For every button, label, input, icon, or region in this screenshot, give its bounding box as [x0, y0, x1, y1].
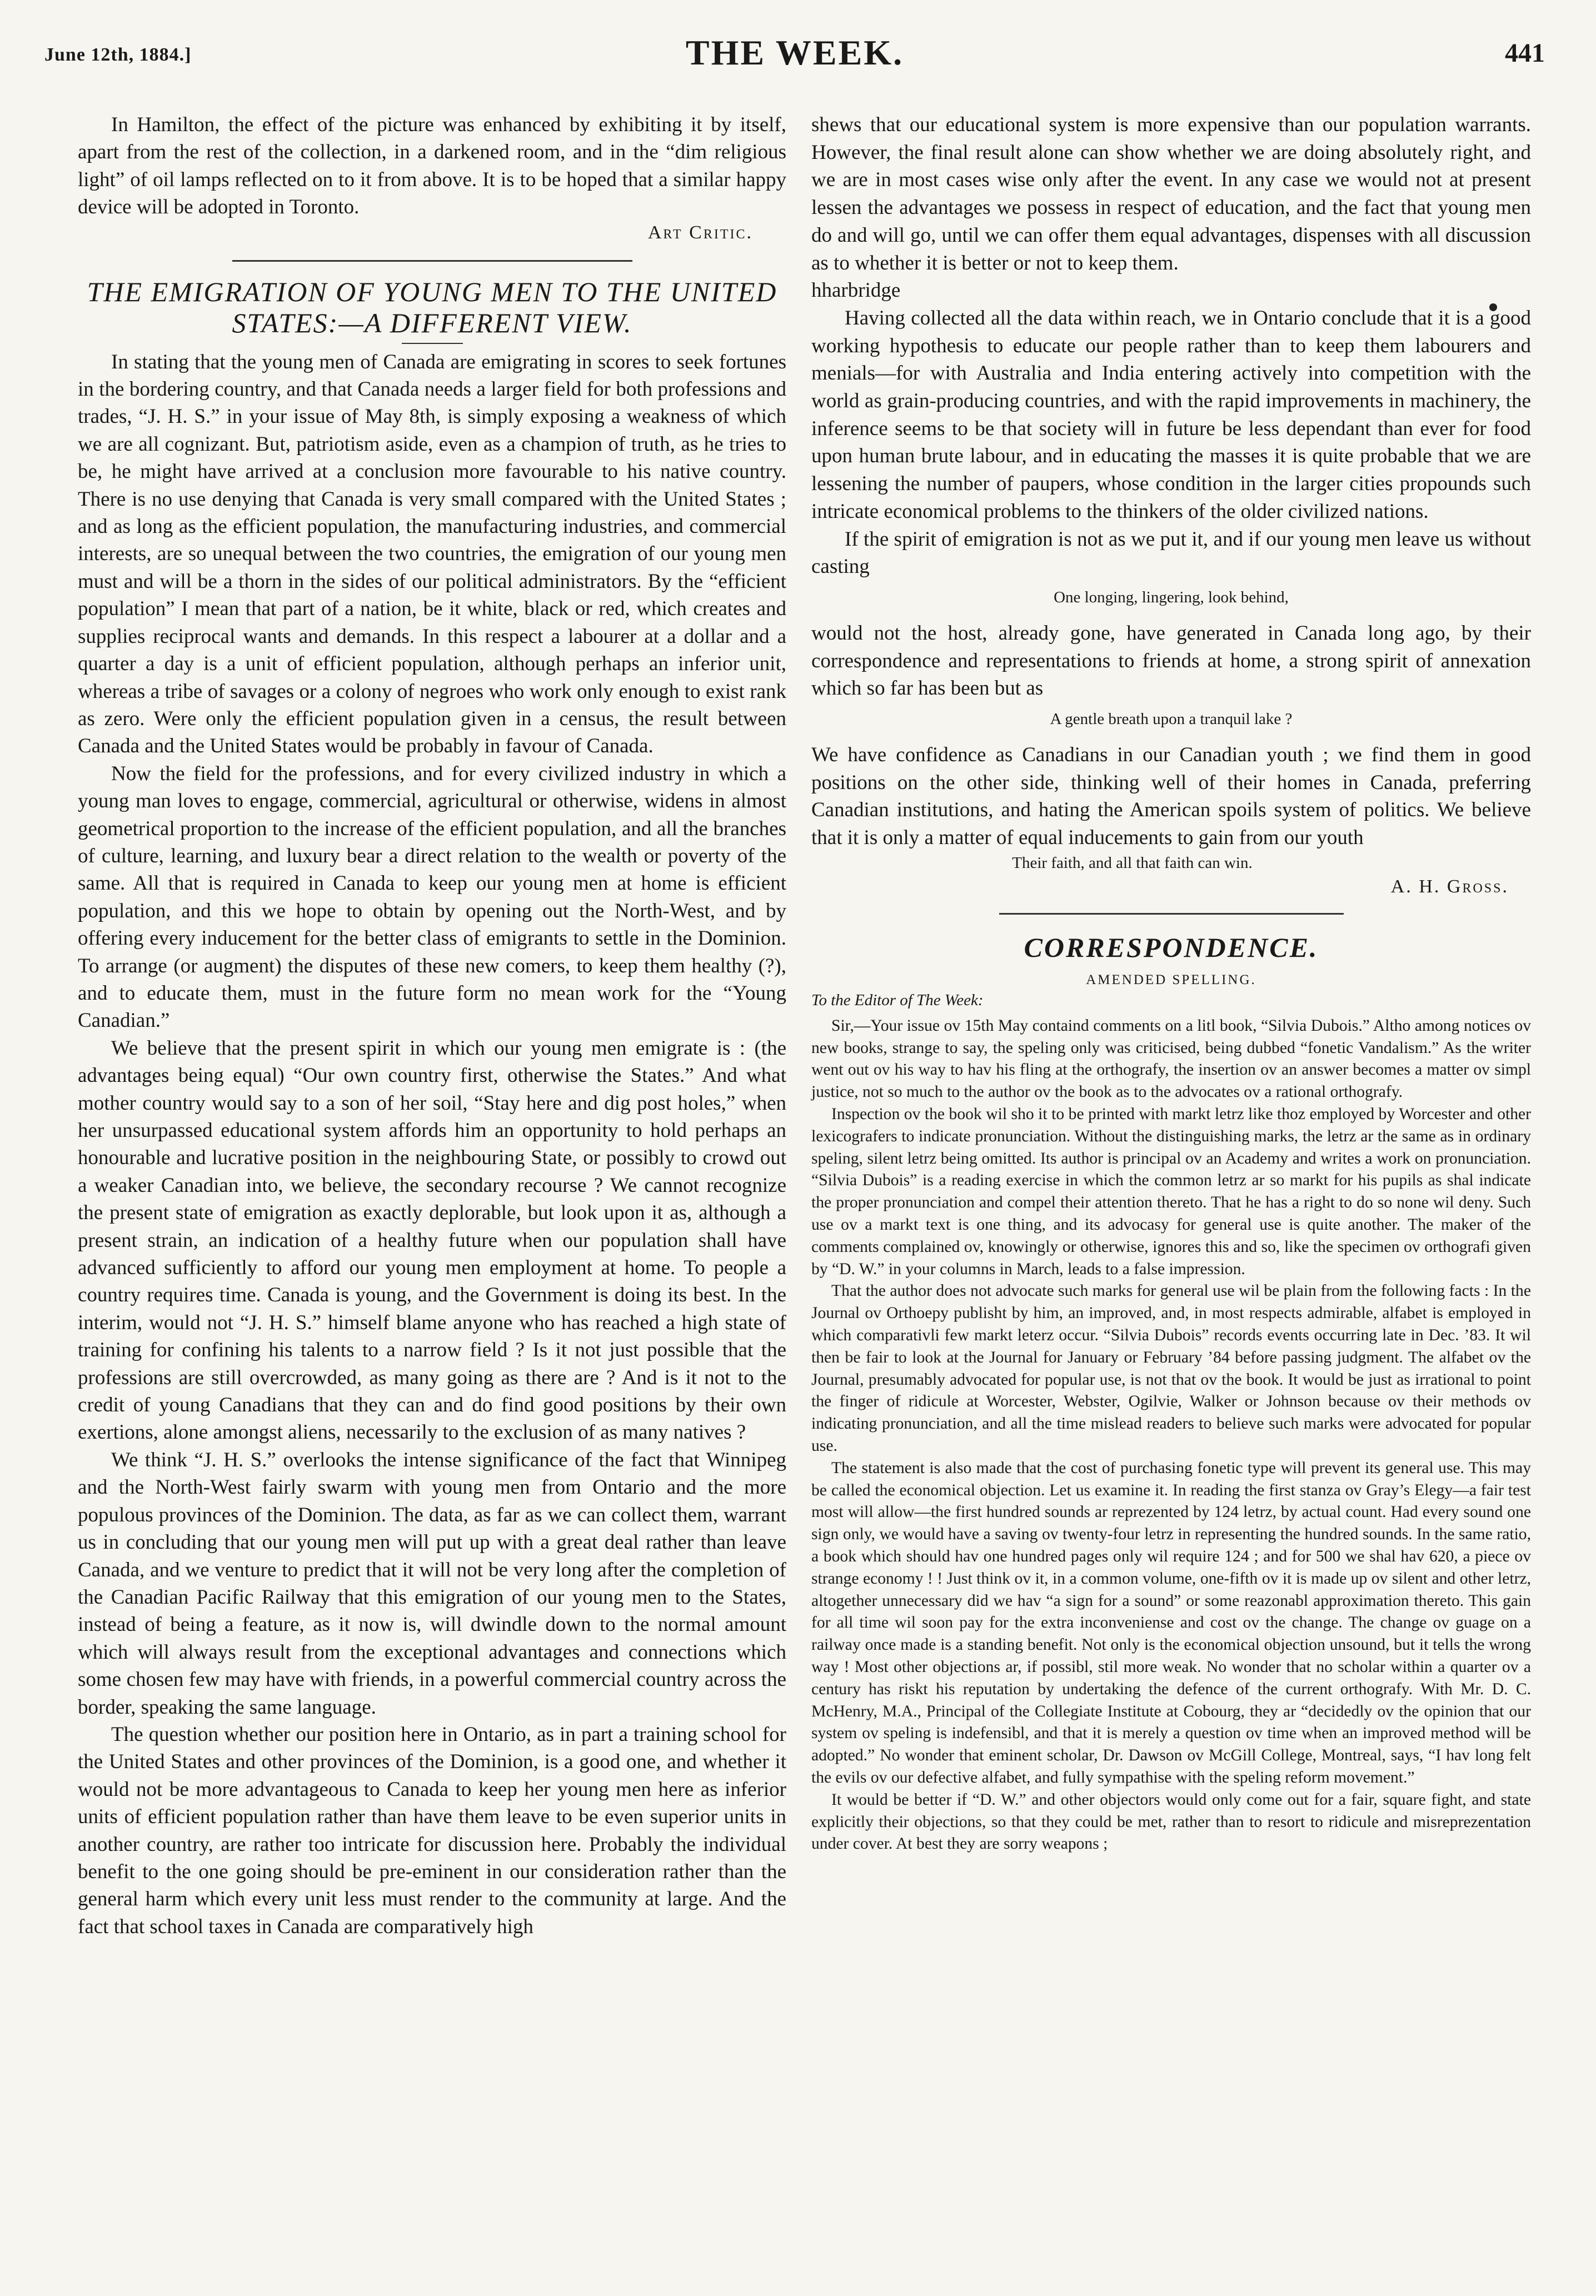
- article-title: [78, 276, 786, 338]
- issue-date: June 12th, 1884.]: [44, 44, 192, 65]
- right-column: [811, 111, 1531, 1855]
- page-number: 441: [1505, 38, 1545, 68]
- stray-word: hharbridge: [811, 279, 901, 302]
- article-paragraph: would not the host, already gone, have generated in Canada long ago, by their correspondence and representations to friends at home, a strong spirit of annexation which so far has been but as: [811, 621, 1531, 700]
- verse-quote: One longing, lingering, look behind,: [1054, 588, 1289, 606]
- article-paragraph: We think “J. H. S.” overlooks the intense significance of the fact that Winnipeg and the North-West fairly swarm with young men from Ontario and the more populous provinces of the Dominion. The data, as far as we can collect them, warrant us in concluding that our young men will put up with a great deal rather than leave Canada, and we venture to predict that it will not be very long after the completion of the Canadian Pacific Railway that this emigration of our young men to the States, instead of being a feature, as it now is, will dwindle down to the normal amount which will always result from the exceptional advantages and connections which some chosen few may have with friends, in a powerful commercial country across the border, speaking the same language.: [78, 1448, 786, 1719]
- letter-paragraph: Inspection ov the book wil sho it to be printed with markt letrz like thoz employed by Worcester and other lexicografers to indicate pronunciation. Without the distinguishing marks, the letrz ar the same as in ordinary speling, silent letrz being omitted. Its author is principal ov an Academy and writes a work on pronunciation. “Silvia Dubois” is a reading exercise in which the common letrz ar so markt for his pupils as shal indicate the proper pronunciation and compel their attention thereto. That he has a right to do so none wil deny. Such use ov a markt text is one thing, and its advocasy for general use is quite another. The maker of the comments complained ov, knowingly or otherwise, ignores this and so, like the specimen ov orthografi given by “D. W.” in your columns in March, leads to a false impression.: [811, 1105, 1531, 1278]
- article-paragraph: In stating that the young men of Canada are emigrating in scores to seek fortunes in the bordering country, and that Canada needs a larger field for both professions and trades, “J. H. S.” in your issue of May 8th, is simply exposing a weakness of which we are all cognizant. But, patriotism aside, even as a champion of truth, as he tries to be, he might have arrived at a conclusion more favourable to his native country. There is no use denying that Canada is very small compared with the United States ; and as long as the efficient population, the manufacturing industries, and commercial interests, are so unequal between the two countries, the emigration of our young men must and will be a thorn in the sides of our political administrators. By the “efficient population” I mean that part of a nation, be it white, black or red, which creates and supplies reciprocal wants and demands. In this respect a labourer at a dollar and a quarter a day is a unit of efficient population, although perhaps an inferior unit, whereas a tribe of savages or a colony of negroes who work only enough to exist rank as zero. Were only the efficient population given in a census, the result between Canada and the United States would be probably in favour of Canada.: [78, 350, 786, 758]
- intro-signature: Art Critic.: [647, 222, 753, 243]
- article-paragraph: If the spirit of emigration is not as we put it, and if our young men leave us without casting: [811, 527, 1531, 578]
- masthead-title: THE WEEK.: [685, 33, 904, 72]
- letter-paragraph: Sir,—Your issue ov 15th May containd comments on a litl book, “Silvia Dubois.” Altho among notices ov new books, strange to say, the speling only was criticised, being dubbed “fonetic Vandalism.” As the writer went out ov his way to hav his fling at the orthografy, the insertion ov an answer becomes a matter ov simpl justice, not so much to the author ov the book as to the advocates ov a rational orthografy.: [811, 1016, 1531, 1101]
- article-paragraph: The question whether our position here in Ontario, as in part a training school for the United States and other provinces of the Dominion, is a good one, and whether it would not be more advantageous to Canada to keep her young men here as inferior units of efficient population rather than have them leave to be even superior units in another country, are rather too intricate for discussion here. Probably the individual benefit to the one going should be pre-eminent in our consideration rather than the general harm which every unit less must render to the community at large. And the fact that school taxes in Canada are comparatively high: [78, 1723, 786, 1938]
- section-divider: [232, 260, 632, 262]
- title-rule: [402, 343, 463, 344]
- section-divider: [999, 913, 1344, 915]
- article-paragraph: We have confidence as Canadians in our Canadian youth ; we find them in good positions on the other side, thinking well of their homes in Canada, preferring Canadian institutions, and hating the American spoils system of politics. We believe that it is only a matter of equal inducements to gain from our youth: [811, 743, 1531, 850]
- article-paragraph: We believe that the present spirit in which our young men emigrate is : (the advantages being equal) “Our own country first, otherwise the States.” And what mother country would say to a son of her soil, “Stay here and dig post holes,” when her unsurpassed educational system affords him an opportunity to hold perhaps an honourable and lucrative position in the neighbouring State, or possibly to crowd out a weaker Canadian into, we believe, the secondary recourse ? We cannot recognize the present state of emigration as exactly deplorable, but look upon it as, although a present strain, an indication of a healthy future when our population shall have advanced sufficiently to afford our young men employment at home. To people a country requires time. Canada is young, and the Government is doing its best. In the interim, would not “J. H. S.” himself blame anyone who has reached a high state of training for confining his talents to a narrow field ? Is it not just possible that the professions are still overcrowded, as many going as there are ? And is it not to the credit of young Canadians that they can and do find good positions by their own exertions, alone amongst aliens, necessarily to the exclusion of as many natives ?: [78, 1036, 786, 1444]
- intro-paragraph: In Hamilton, the effect of the picture was enhanced by exhibiting it by itself, apart from the rest of the collection, in a darkened room, and in the “dim religious light” of oil lamps reflected on to it from above. It is to be hoped that a similar happy device will be adopted in Toronto.: [78, 113, 786, 219]
- article-signature: A. H. Gross.: [1390, 876, 1509, 897]
- letter-salutation: To the Editor of The Week:: [811, 991, 984, 1009]
- article-title-line-2: STATES:—A DIFFERENT VIEW.: [232, 307, 632, 338]
- letter-paragraph: The statement is also made that the cost of purchasing fonetic type will prevent its general use. This may be called the economical objection. Let us examine it. In reading the first stanza ov Gray’s Elegy—a fair test most will allow—the first hundred sounds ar reprezented by 124 letrz, by actual count. Had every sound one sign only, we would have a saving ov twenty-four letrz in representing the hundred sounds. In the same ratio, a book which should hav one hundred pages only wil require 124 ; and for 500 we shal hav 620, a piece ov strange economy ! ! Just think ov it, in a common volume, one-fifth ov it is made up ov silent and other letrz, altogether unnecessary did we hav “a sign for a sound” or some reazonabl approximation thereto. This gain for all time wil soon pay for the extra inconveniense and cost ov the change. The change ov guage on a railway once made is a standing benefit. Not only is the economical objection unsound, but it tells the wrong way ! Most other objections ar, if possibl, stil more weak. No wonder that no scholar within a quarter ov a century has riskt his reputation by undertaking the defence of the current orthografy. With Mr. D. C. McHenry, M.A., Principal of the Collegiate Institute at Cobourg, they ar “decidedly ov the opinion that our system ov speling is indefensibl, and that it is merely a question ov time when an improved method will be adopted.” No wonder that eminent scholar, Dr. Dawson ov McGill College, Montreal, says, “I hav long felt the evils ov our defective alfabet, and fully sympathise with the speling reform movement.”: [811, 1459, 1531, 1786]
- letter-paragraph: That the author does not advocate such marks for general use wil be plain from the following facts : In the Journal ov Orthoepy publisht by him, an improved, and, in most respects admirable, alfabet is employed in which comparativli few markt leterz occur. “Silvia Dubois” records events occurring late in Dec. ’83. It wil then be fair to look at the Journal for January or February ’84 before passing judgment. The alfabet ov the Journal, presumably advocated for popular use, is not that ov the book. It would be just as irrational to point the finger of ridicule at Worcester, Webster, Ogilvie, Walker or Johnson because ov their methods ov indicating pronunciation, and all the time mislead readers to believe such marks were advocated for popular use.: [811, 1282, 1531, 1455]
- left-column: [78, 111, 786, 1940]
- continued-paragraph: shews that our educational system is more expensive than our population warrants. However, the final result alone can show whether we are doing absolutely right, and we are in most cases wise only after the event. In any case we would not at present lessen the advantages we possess in respect of education, and the fact that young men do and will go, until we can offer them equal advantages, dispenses with all discussion as to whether it is better or not to keep them.: [811, 113, 1531, 274]
- letter-subhead: AMENDED SPELLING.: [1086, 972, 1256, 987]
- article-paragraph: Having collected all the data within reach, we in Ontario conclude that it is a good working hypothesis to educate our people rather than to keep them labourers and menials—for with Australia and India entering actively into competition with the world as grain-producing countries, and with the rapid improvements in machinery, the inference seems to be that society will in future be less dependant than ever for food upon human brute labour, and in educating the masses it is quite probable that we are lessening the number of paupers, whose condition in the larger cities propounds such intricate economical problems to the thinkers of the older civilized nations.: [811, 306, 1531, 523]
- correspondence-heading: CORRESPONDENCE.: [1024, 931, 1319, 963]
- letter-paragraph: It would be better if “D. W.” and other objectors would only come out for a fair, square fight, and state explicitly their objections, so that they could be met, rather than to resort to ridicule and misreprezentation under cover. At best they are sorry weapons ;: [811, 1790, 1531, 1853]
- article-paragraph: Now the field for the professions, and for every civilized industry in which a young man loves to engage, commercial, agricultural or otherwise, widens in almost geometrical proportion to the increase of the efficient population, and all the branches of culture, learning, and luxury bear a direct relation to the wealth or poverty of the same. All that is required in Canada to keep our young men at home is efficient population, and this we hope to obtain by opening out the North-West, and by offering every inducement for the better class of emigrants to settle in the Dominion. To arrange (or augment) the disputes of these new comers, to keep them healthy (?), and to educate them, must in the future form no mean work for the “Young Canadian.”: [78, 762, 786, 1032]
- article-title-line-1: THE EMIGRATION OF YOUNG MEN TO THE UNITED: [87, 276, 777, 307]
- verse-quote: Their faith, and all that faith can win.: [1012, 853, 1253, 872]
- page-header: [44, 28, 1545, 78]
- verse-quote: A gentle breath upon a tranquil lake ?: [1050, 710, 1293, 728]
